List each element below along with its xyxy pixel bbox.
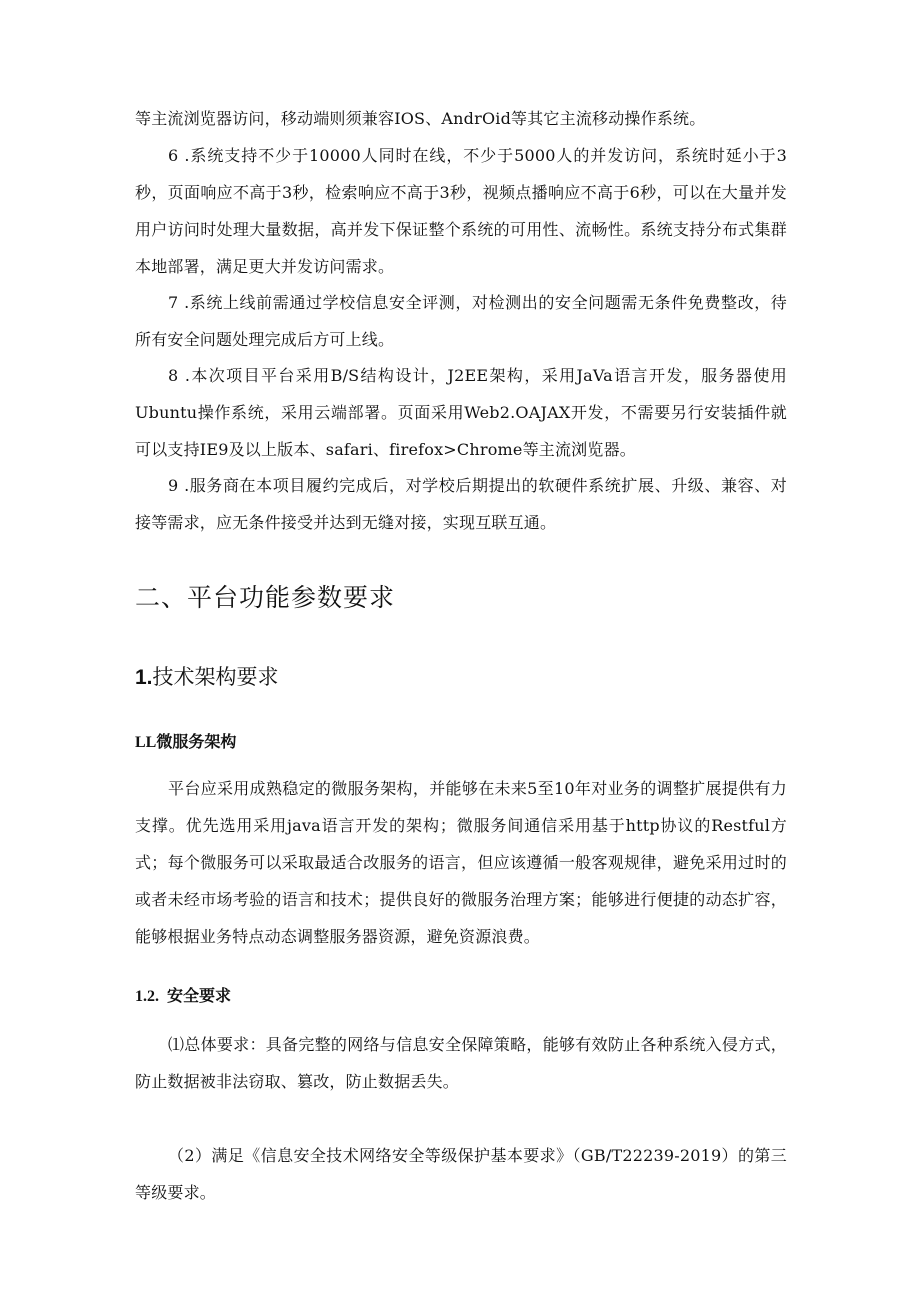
subsubsection-heading-security [135, 982, 231, 1012]
subsubsection-title: 安全要求 [167, 988, 232, 1005]
paragraph-security-item-1: ⑴总体要求：具备完整的网络与信息安全保障策略，能够有效防止各种系统入侵方式，防止数据被非法窃取、篡改，防止数据丢失。 [135, 1035, 787, 1091]
subsubsection-title: 微服务架构 [156, 734, 237, 751]
paragraph-item-6: 6 .系统支持不少于10000人同时在线，不少于5000人的并发访问，系统时延小于3秒，页面响应不高于3秒，检索响应不高于3秒，视频点播响应不高于6秒，可以在大量并发用户访问时处理大量数据，高并发下保证整个系统的可用性、流畅性。系统支持分布式集群本地部署，满足更大并发访问需求。 [135, 146, 787, 276]
paragraph-item-7: 7 .系统上线前需通过学校信息安全评测，对检测出的安全问题需无条件免费整改，待所有安全问题处理完成后方可上线。 [135, 293, 787, 349]
paragraph-item-8: 8 .本次项目平台采用B/S结构设计，J2EE架构，采用JaVa语言开发，服务器使用Ubuntu操作系统，采用云端部署。页面采用Web2.OAJAX开发，不需要另行安装插件就可以支持IE9及以上版本、safari、firefox>Chrome等主流浏览器。 [135, 366, 787, 459]
subsubsection-heading-microservice [135, 728, 236, 758]
section-heading-platform-requirements: 二、平台功能参数要求 [135, 583, 396, 612]
subsection-heading-tech-architecture [135, 660, 279, 695]
paragraph-microservice-body: 平台应采用成熟稳定的微服务架构，并能够在未来5至10年对业务的调整扩展提供有力支撑。优先选用采用java语言开发的架构；微服务间通信采用基于http协议的Restful方式；每个微服务可以采取最适合改服务的语言，但应该遵循一般客观规律，避免采用过时的或者未经市场考验的语言和技术；提供良好的微服务治理方案；能够进行便捷的动态扩容，能够根据业务特点动态调整服务器资源，避免资源浪费。 [135, 779, 787, 946]
subsection-title: 技术架构要求 [152, 665, 279, 689]
paragraph-security-item-2: （2）满足《信息安全技术网络安全等级保护基本要求》（GB/T22239-2019）的第三等级要求。 [135, 1146, 787, 1202]
paragraph-item-9: 9 .服务商在本项目履约完成后，对学校后期提出的软硬件系统扩展、升级、兼容、对接等需求，应无条件接受并达到无缝对接，实现互联互通。 [135, 476, 787, 532]
subsubsection-number: 1.2. [135, 988, 159, 1005]
subsection-number: 1. [135, 666, 153, 689]
paragraph-browser-compat: 等主流浏览器访问，移动端则须兼容IOS、AndrOid等其它主流移动操作系统。 [135, 109, 706, 128]
subsubsection-number: LL [135, 734, 157, 751]
